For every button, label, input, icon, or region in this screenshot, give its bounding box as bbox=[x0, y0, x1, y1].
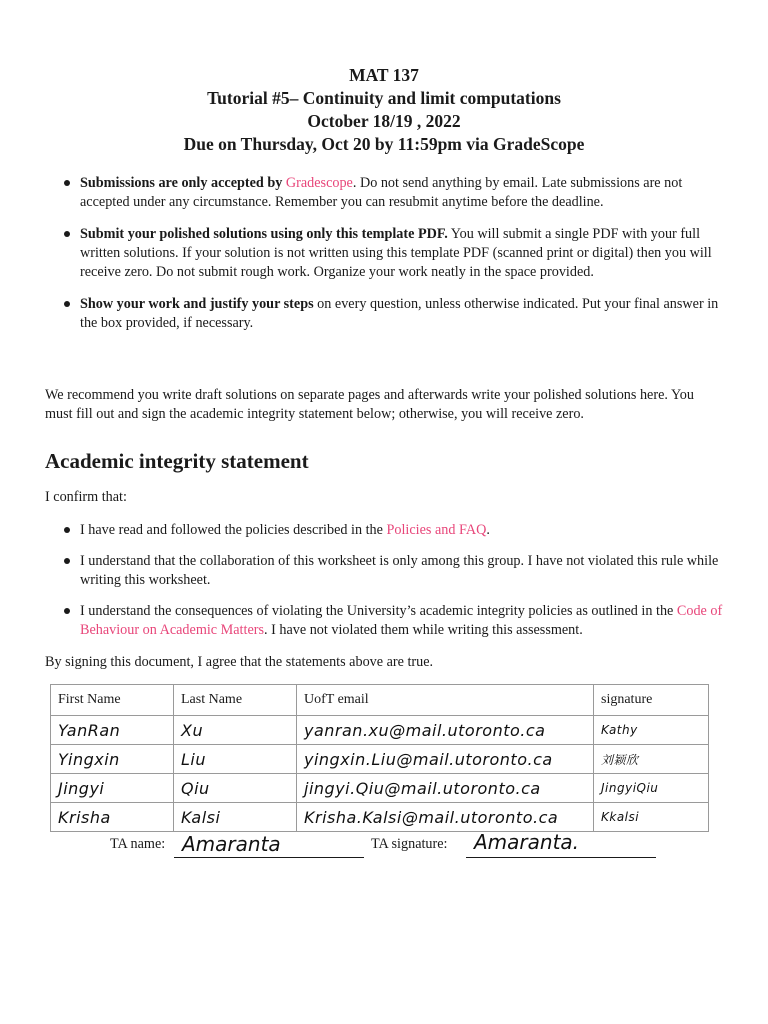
instruction-text: on every question, unless otherwise indicated. Put your final answer in the box provided, if necessary. bbox=[80, 296, 719, 331]
integrity-item bbox=[62, 521, 724, 540]
instruction-bold: Submissions are only accepted by bbox=[80, 175, 283, 191]
ta-name-value[interactable]: Amaranta bbox=[182, 832, 281, 856]
policies-faq-link[interactable]: Policies and FAQ bbox=[386, 522, 487, 538]
integrity-text: I understand that the collaboration of this worksheet is only among this group. I have not violated this rule while writing this worksheet. bbox=[80, 553, 719, 588]
integrity-text: . I have not violated them while writing this assessment. bbox=[264, 622, 583, 638]
first-name-cell[interactable]: Yingxin bbox=[51, 745, 174, 774]
column-header: First Name bbox=[51, 685, 174, 716]
code-of-behaviour-link[interactable]: Code of Behaviour on Academic Matters bbox=[80, 603, 723, 638]
ta-signature-value[interactable]: Amaranta. bbox=[474, 830, 580, 854]
instructions-list bbox=[62, 174, 724, 346]
signature-table bbox=[50, 684, 709, 832]
bullet-icon bbox=[64, 301, 70, 307]
instruction-text: . Do not send anything by email. Late submissions are not accepted under any circumstance. Remember you can resubmit anytime before the deadline. bbox=[80, 175, 683, 210]
integrity-item bbox=[62, 552, 724, 590]
bullet-icon bbox=[64, 558, 70, 564]
email-cell[interactable]: jingyi.Qiu@mail.utoronto.ca bbox=[297, 774, 594, 803]
first-name-cell[interactable]: Jingyi bbox=[51, 774, 174, 803]
instruction-bold: Submit your polished solutions using only this template PDF. bbox=[80, 226, 448, 242]
instruction-bold: Show your work and justify your steps bbox=[80, 296, 314, 312]
section-title: Academic integrity statement bbox=[45, 449, 309, 473]
confirm-text: I confirm that: bbox=[45, 489, 127, 505]
email-cell[interactable]: yanran.xu@mail.utoronto.ca bbox=[297, 716, 594, 745]
ta-signature-line bbox=[466, 857, 656, 858]
agreement-text: By signing this document, I agree that the statements above are true. bbox=[45, 654, 434, 670]
signature-cell[interactable]: Kkalsi bbox=[594, 803, 709, 832]
instruction-text: You will submit a single PDF with your full written solutions. If your solution is not written using this template PDF (scanned print or digital) then you will receive zero. Do not submit rough work. Organize your work neatly in the space provided. bbox=[80, 226, 712, 280]
column-header: UofT email bbox=[297, 685, 594, 716]
instruction-item bbox=[62, 225, 724, 282]
column-header: signature bbox=[594, 685, 709, 716]
bullet-icon bbox=[64, 180, 70, 186]
email-cell[interactable]: Krisha.Kalsi@mail.utoronto.ca bbox=[297, 803, 594, 832]
integrity-text: . bbox=[486, 522, 490, 538]
first-name-cell[interactable]: Krisha bbox=[51, 803, 174, 832]
integrity-item bbox=[62, 602, 724, 640]
last-name-cell[interactable]: Qiu bbox=[174, 774, 297, 803]
ta-name-label: TA name: bbox=[110, 836, 166, 852]
integrity-text: I understand the consequences of violating the University’s academic integrity policies as outlined in the bbox=[80, 603, 677, 619]
bullet-icon bbox=[64, 527, 70, 533]
table-row bbox=[51, 803, 709, 832]
instruction-item bbox=[62, 295, 724, 333]
last-name-cell[interactable]: Xu bbox=[174, 716, 297, 745]
gradescope-link[interactable]: Gradescope bbox=[285, 175, 353, 191]
instruction-item bbox=[62, 174, 724, 212]
table-row bbox=[51, 716, 709, 745]
ta-name-line bbox=[174, 857, 364, 858]
integrity-text: I have read and followed the policies described in the bbox=[80, 522, 387, 538]
bullet-icon bbox=[64, 608, 70, 614]
course-code: MAT 137 bbox=[349, 65, 419, 85]
signature-cell[interactable]: 刘颖欣 bbox=[594, 745, 709, 774]
table-header-row bbox=[51, 685, 709, 716]
bullet-icon bbox=[64, 231, 70, 237]
ta-signature-label: TA signature: bbox=[371, 836, 448, 852]
document-header bbox=[0, 64, 768, 156]
column-header: Last Name bbox=[174, 685, 297, 716]
tutorial-date: October 18/19 , 2022 bbox=[307, 111, 461, 131]
email-cell[interactable]: yingxin.Liu@mail.utoronto.ca bbox=[297, 745, 594, 774]
last-name-cell[interactable]: Liu bbox=[174, 745, 297, 774]
table-row bbox=[51, 774, 709, 803]
last-name-cell[interactable]: Kalsi bbox=[174, 803, 297, 832]
signature-cell[interactable]: JingyiQiu bbox=[594, 774, 709, 803]
table-row bbox=[51, 745, 709, 774]
tutorial-title: Tutorial #5– Continuity and limit computations bbox=[207, 88, 561, 108]
due-date: Due on Thursday, Oct 20 by 11:59pm via GradeScope bbox=[183, 134, 585, 154]
recommendation-paragraph: We recommend you write draft solutions on separate pages and afterwards write your polished solutions here. You must fill out and sign the academic integrity statement below; otherwise, you will receive zero. bbox=[45, 387, 694, 422]
integrity-list bbox=[62, 521, 724, 652]
signature-cell[interactable]: Kathy bbox=[594, 716, 709, 745]
first-name-cell[interactable]: YanRan bbox=[51, 716, 174, 745]
